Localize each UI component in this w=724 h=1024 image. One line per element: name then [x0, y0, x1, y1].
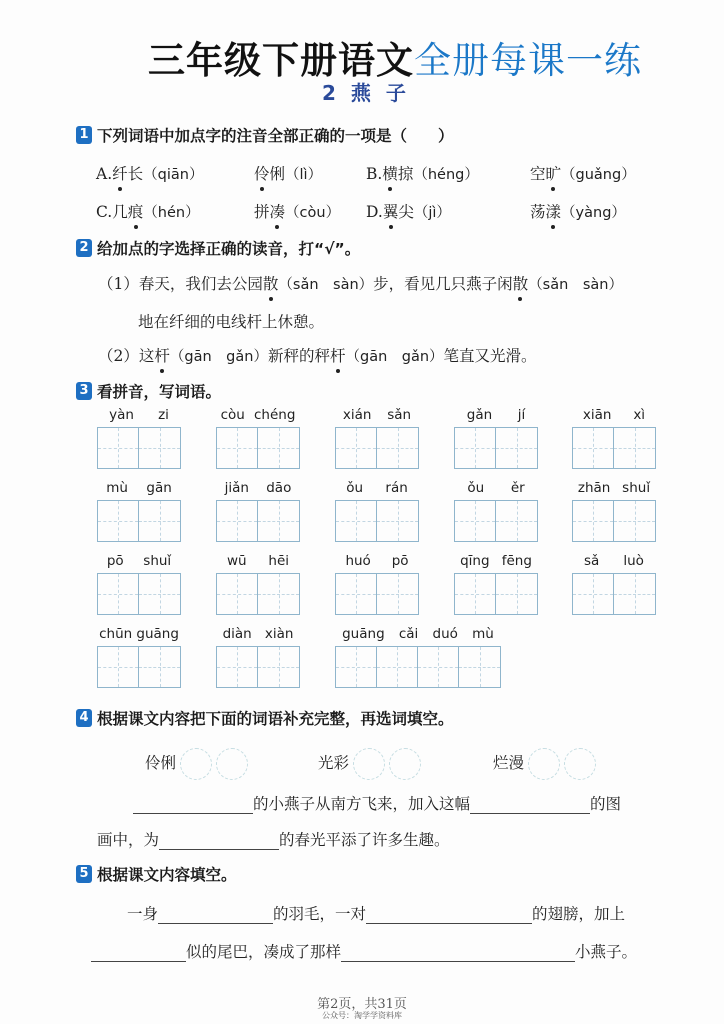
- blank-bubble[interactable]: [528, 748, 560, 780]
- pinyin-syllable: xiān: [582, 407, 612, 423]
- pinyin-label: [216, 407, 300, 423]
- question-2-heading: [76, 237, 360, 259]
- writing-cell[interactable]: [217, 574, 258, 614]
- question-number-badge: 1: [76, 126, 92, 144]
- pinyin-syllable: zi: [158, 407, 169, 423]
- pinyin-label: [97, 626, 181, 642]
- writing-cell[interactable]: [455, 501, 496, 541]
- pinyin-syllable: pō: [106, 553, 124, 569]
- page-number: 第2页，共31页: [317, 997, 407, 1012]
- writing-cell[interactable]: [377, 574, 418, 614]
- word-complete-1: 伶俐: [145, 748, 248, 780]
- word-grid: [216, 626, 300, 688]
- tianzige-boxes: [97, 646, 181, 688]
- tianzige-boxes: [216, 646, 300, 688]
- pinyin-label: [335, 480, 419, 496]
- tianzige-boxes: [454, 500, 538, 542]
- pinyin-syllable: pō: [391, 553, 409, 569]
- q2-sentence-1-cont: 地在纤细的电线杆上休憩。: [138, 313, 325, 331]
- pinyin-syllable: mù: [106, 480, 128, 496]
- pinyin-syllable: hēi: [268, 553, 290, 569]
- word-grid: [454, 553, 538, 615]
- writing-cell[interactable]: [98, 647, 139, 687]
- word-grid: [97, 553, 181, 615]
- pinyin-syllable: ǒu: [467, 480, 485, 496]
- pinyin-syllable: mù: [472, 626, 494, 642]
- fill-blank[interactable]: [341, 945, 575, 962]
- blank-bubble[interactable]: [564, 748, 596, 780]
- tianzige-boxes: [216, 500, 300, 542]
- pinyin-syllable: cǎi: [398, 626, 419, 642]
- word-grid: [216, 480, 300, 542]
- question-number-badge: 3: [76, 382, 92, 400]
- tianzige-boxes: [335, 500, 419, 542]
- q5-fill-line-2: 似的尾巴，凑成了那样 小燕子。: [91, 940, 637, 962]
- pinyin-syllable: duó: [432, 626, 458, 642]
- blank-bubble[interactable]: [353, 748, 385, 780]
- title-main: 三年级下册语文: [148, 38, 414, 82]
- writing-cell[interactable]: [217, 647, 258, 687]
- option-d-1: D.翼尖（jì）: [366, 200, 451, 222]
- pinyin-syllable: wū: [226, 553, 247, 569]
- pinyin-label: [97, 407, 181, 423]
- writing-cell[interactable]: [496, 428, 537, 468]
- title-highlight: 全册每课一练: [414, 39, 642, 82]
- pinyin-label: [97, 480, 181, 496]
- word-grid: [572, 480, 656, 542]
- tianzige-boxes: [335, 427, 419, 469]
- tianzige-boxes: [97, 427, 181, 469]
- pinyin-choice[interactable]: （gān gǎn）: [169, 349, 268, 365]
- writing-cell[interactable]: [139, 428, 180, 468]
- option-c-2: 拼凑（còu）: [254, 200, 340, 222]
- writing-cell[interactable]: [258, 428, 299, 468]
- pinyin-syllable: shuǐ: [143, 553, 172, 569]
- pinyin-label: [454, 480, 538, 496]
- pinyin-syllable: shuǐ: [622, 480, 651, 496]
- word-grid: [454, 407, 538, 469]
- fill-blank[interactable]: [470, 797, 590, 814]
- question-number-badge: 5: [76, 865, 92, 883]
- word-grid: [97, 480, 181, 542]
- word-grid: [335, 553, 419, 615]
- pinyin-syllable: gǎn: [466, 407, 493, 423]
- tianzige-boxes: [216, 427, 300, 469]
- writing-cell[interactable]: [377, 501, 418, 541]
- writing-cell[interactable]: [98, 428, 139, 468]
- pinyin-syllable: yàn: [109, 407, 134, 423]
- fill-blank[interactable]: [133, 797, 253, 814]
- question-number-badge: 2: [76, 239, 92, 257]
- fill-blank[interactable]: [159, 833, 279, 850]
- writing-cell[interactable]: [258, 574, 299, 614]
- pinyin-label: [216, 626, 300, 642]
- writing-cell[interactable]: [336, 574, 377, 614]
- question-1-options: [96, 162, 696, 232]
- question-prompt: 根据课文内容把下面的词语补充完整，再选词填空。: [97, 710, 454, 728]
- pinyin-syllable: zhān: [577, 480, 611, 496]
- pinyin-label: [216, 553, 300, 569]
- document-title: [148, 30, 642, 84]
- writing-cell[interactable]: [217, 501, 258, 541]
- question-prompt: 看拼音，写词语。: [97, 383, 222, 401]
- pinyin-syllable: xiàn: [264, 626, 294, 642]
- writing-cell[interactable]: [336, 647, 377, 687]
- blank-bubble[interactable]: [216, 748, 248, 780]
- pinyin-syllable: guāng: [342, 626, 385, 642]
- writing-cell[interactable]: [258, 501, 299, 541]
- word-grid: [454, 480, 538, 542]
- pinyin-label: [97, 553, 181, 569]
- pinyin-label: [216, 480, 300, 496]
- word-grid: [572, 407, 656, 469]
- tianzige-boxes: [97, 500, 181, 542]
- writing-cell[interactable]: [98, 501, 139, 541]
- word-grid: [335, 480, 419, 542]
- tianzige-boxes: [572, 573, 656, 615]
- option-d-2: 荡漾（yàng）: [530, 200, 626, 222]
- writing-cell[interactable]: [614, 501, 655, 541]
- pinyin-label: [454, 553, 538, 569]
- writing-cell[interactable]: [98, 574, 139, 614]
- option-a-1: A.纤长（qiān）: [96, 162, 203, 184]
- option-c-1: C.几痕（hén）: [96, 200, 200, 222]
- tianzige-boxes: [216, 573, 300, 615]
- question-prompt: 给加点的字选择正确的读音，打“√”。: [97, 240, 361, 258]
- writing-cell[interactable]: [217, 428, 258, 468]
- writing-cell[interactable]: [336, 501, 377, 541]
- writing-cell[interactable]: [573, 574, 614, 614]
- word-grid: [216, 407, 300, 469]
- writing-cell[interactable]: [459, 647, 500, 687]
- fill-blank[interactable]: [158, 907, 273, 924]
- option-a-2: 伶俐（lì）: [254, 162, 322, 184]
- question-5-heading: [76, 863, 237, 885]
- pinyin-syllable: ěr: [510, 480, 525, 496]
- word-grid: [335, 626, 501, 688]
- word-grid: [97, 407, 181, 469]
- pinyin-label: [335, 553, 419, 569]
- pinyin-syllable: gān: [146, 480, 172, 496]
- pinyin-choice[interactable]: （sǎn sàn）: [278, 277, 374, 293]
- pinyin-syllable: diàn: [222, 626, 252, 642]
- question-number-badge: 4: [76, 709, 92, 727]
- pinyin-syllable: sǎn: [387, 407, 412, 423]
- pinyin-label: [572, 553, 656, 569]
- pinyin-syllable: ǒu: [346, 480, 364, 496]
- pinyin-syllable: chéng: [253, 407, 296, 423]
- pinyin-label: [454, 407, 538, 423]
- writing-cell[interactable]: [377, 428, 418, 468]
- fill-blank[interactable]: [366, 907, 532, 924]
- q5-fill-line-1: 一身 的羽毛，一对 的翅膀，加上: [127, 905, 626, 923]
- tianzige-boxes: [454, 573, 538, 615]
- question-prompt: 根据课文内容填空。: [97, 866, 237, 884]
- option-b-1: B.横掠（héng）: [366, 162, 479, 184]
- q4-fill-line-1: 的小燕子从南方飞来，加入这幅 的图: [133, 792, 621, 814]
- pinyin-syllable: chūn: [99, 626, 133, 642]
- pinyin-syllable: jí: [517, 407, 526, 423]
- writing-cell[interactable]: [336, 428, 377, 468]
- writing-cell[interactable]: [573, 501, 614, 541]
- word-complete-3: 烂漫: [493, 748, 596, 780]
- word-complete-2: 光彩: [318, 748, 421, 780]
- word-grid: [335, 407, 419, 469]
- question-4-heading: [76, 707, 454, 729]
- pinyin-syllable: xián: [342, 407, 372, 423]
- fill-blank[interactable]: [91, 945, 186, 962]
- pinyin-syllable: fēng: [501, 553, 532, 569]
- writing-cell[interactable]: [455, 428, 496, 468]
- writing-cell[interactable]: [455, 574, 496, 614]
- writing-cell[interactable]: [573, 428, 614, 468]
- pinyin-syllable: luò: [623, 553, 644, 569]
- writing-cell[interactable]: [614, 428, 655, 468]
- pinyin-syllable: huó: [345, 553, 371, 569]
- writing-cell[interactable]: [258, 647, 299, 687]
- question-prompt: 下列词语中加点字的注音全部正确的一项是（ ）: [97, 127, 454, 145]
- q2-sentence-1: （1）春天，我们去公园散（sǎn sàn）步，看见几只燕子闲散（sǎn sàn）: [98, 272, 623, 294]
- tianzige-boxes: [335, 646, 501, 688]
- pinyin-label: [572, 407, 656, 423]
- writing-cell[interactable]: [496, 574, 537, 614]
- question-1-heading: [76, 124, 454, 146]
- pinyin-syllable: xì: [633, 407, 646, 423]
- pinyin-choice[interactable]: （gān gǎn）: [345, 349, 444, 365]
- pinyin-syllable: dāo: [266, 480, 292, 496]
- q4-fill-line-2: 画中，为 的春光平添了许多生趣。: [97, 831, 450, 849]
- q2-sentence-2: （2）这杆（gān gǎn）新秤的秤杆（gān gǎn）笔直又光滑。: [98, 344, 537, 366]
- writing-cell[interactable]: [377, 647, 418, 687]
- pinyin-syllable: còu: [220, 407, 245, 423]
- tianzige-boxes: [572, 427, 656, 469]
- pinyin-syllable: guāng: [136, 626, 179, 642]
- pinyin-choice[interactable]: （sǎn sàn）: [528, 277, 623, 293]
- lesson-title: 2 燕 子: [322, 81, 410, 105]
- word-grid: [216, 553, 300, 615]
- pinyin-syllable: sǎ: [584, 553, 600, 569]
- writing-cell[interactable]: [139, 501, 180, 541]
- pinyin-syllable: jiǎn: [224, 480, 249, 496]
- tianzige-boxes: [97, 573, 181, 615]
- tianzige-boxes: [572, 500, 656, 542]
- pinyin-label: [335, 407, 419, 423]
- tianzige-boxes: [454, 427, 538, 469]
- word-grid: [572, 553, 656, 615]
- blank-bubble[interactable]: [389, 748, 421, 780]
- option-b-2: 空旷（guǎng）: [530, 162, 636, 184]
- writing-cell[interactable]: [139, 574, 180, 614]
- word-grid: [97, 626, 181, 688]
- question-3-heading: [76, 380, 221, 402]
- tianzige-boxes: [335, 573, 419, 615]
- pinyin-label: [572, 480, 656, 496]
- pinyin-label: [335, 626, 501, 642]
- writing-cell[interactable]: [418, 647, 459, 687]
- writing-cell[interactable]: [139, 647, 180, 687]
- writing-cell[interactable]: [496, 501, 537, 541]
- pinyin-syllable: rán: [385, 480, 408, 496]
- pinyin-syllable: qīng: [460, 553, 490, 569]
- writing-cell[interactable]: [614, 574, 655, 614]
- source-note: 公众号：淘学学资料库: [322, 1011, 402, 1020]
- blank-bubble[interactable]: [180, 748, 212, 780]
